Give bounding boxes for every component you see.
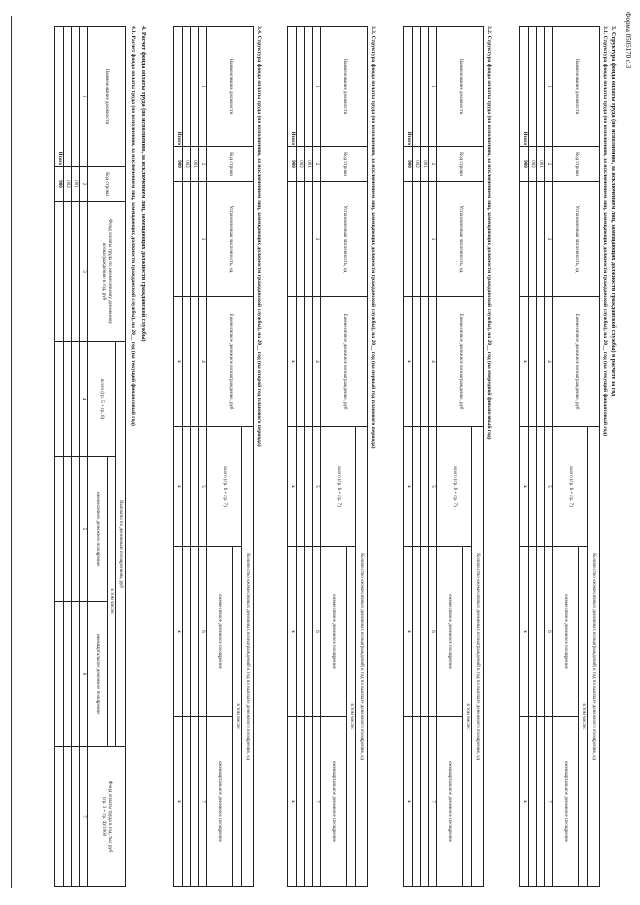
cell-empty [297,717,305,887]
x-mark: x [288,427,297,547]
col-monthly: ежемесячное денежное поощрение [88,457,108,602]
col-code: Код строки [321,147,368,182]
row-code: 002 [297,147,305,182]
cell-empty [305,427,313,547]
col-num: 3 [429,182,437,297]
col-num: 7 [313,717,321,887]
col-num: 2 [199,147,207,182]
cell-empty [421,27,429,147]
table-3-3 [287,26,368,887]
col-monthly: ежемесячное денежное поощрение [553,547,579,717]
cell-empty [529,717,537,887]
cell-empty [413,27,421,147]
total-label: Итого [55,27,64,167]
cell-empty [174,182,183,297]
x-mark: x [404,427,413,547]
col-year-formula: (гр. 3 + гр. 4)/1000 [101,796,107,837]
col-group: Количество ежемесячных денежных вознаграждений в год по выплате денежного поощрения, ед [588,427,600,887]
cell-empty [183,182,191,297]
cell-empty [421,182,429,297]
col-num: 2 [80,167,88,202]
cell-empty [297,427,305,547]
cell-empty [72,202,80,342]
col-monthly: ежемесячное денежное поощрение [207,547,233,717]
col-staff: Установленная численность, ед [437,182,484,297]
col-num: 4 [199,297,207,427]
col-group: Количество ежемесячных денежных вознаграждений в год по выплате денежного поощрения, ед [356,427,368,887]
cell-empty [305,297,313,427]
cell-empty [55,202,64,342]
col-num: 7 [429,717,437,887]
col-num: 4 [80,342,88,457]
section-4-title: 4. Расчет фонда оплаты труда (по исполнению, за исключением лиц, замещающих должности гражданской службы) [140,26,146,342]
col-name: Наименование должности [88,27,126,167]
col-incl: в том числе: [233,547,242,887]
cell-empty [55,457,64,602]
cell-empty [537,717,545,887]
cell-empty [413,547,421,717]
cell-empty [191,27,199,147]
cell-empty [421,427,429,547]
col-quarterly: ежеквартальное денежное поощрение [437,717,463,887]
col-total: всего (гр. 6 + гр. 7) [553,427,588,547]
cell-empty [305,182,313,297]
col-salary: Ежемесячное денежное вознаграждение, руб [207,297,254,427]
col-num: 3 [545,182,553,297]
x-mark: x [520,717,529,887]
col-name: Наименование должности [321,27,368,147]
section-3-2-title: 3.2. Структура фонда оплаты труда (по исполнению, за исключением лиц, замещающих должности гражданской службы), на 20__ год (на очередной финансовый год) [486,26,492,440]
col-group: Количество ежемесячных денежных вознаграждений в год по выплате денежного поощрения, ед [242,427,254,887]
col-total: всего (гр. 5 + гр. 6) [88,342,116,457]
cell-empty [529,297,537,427]
table-4-1 [54,26,126,887]
col-num: 1 [545,27,553,147]
cell-empty [529,27,537,147]
section-3-3-title: 3.3. Структура фонда оплаты труда (по исполнению, за исключением лиц, замещающих должности гражданской службы), на 20__ год (на первый год планового периода) [370,26,376,449]
cell-empty [413,297,421,427]
col-num: 7 [545,717,553,887]
cell-empty [183,427,191,547]
col-num: 3 [199,182,207,297]
cell-empty [64,342,72,457]
total-code: 900 [55,167,64,202]
col-num: 5 [545,427,553,547]
col-incl: в том числе: [463,547,472,887]
col-num: 2 [429,147,437,182]
col-num: 1 [199,27,207,147]
cell-empty [64,602,72,747]
col-num: 6 [199,547,207,717]
section-3-4-title: 3.4. Структура фонда оплаты труда (по исполнению, за исключением лиц, замещающих должности гражданской службы), на 20__ год (на второй год планового периода) [256,26,262,447]
col-quarterly: ежеквартальное денежное поощрение [321,717,347,887]
col-num: 4 [429,297,437,427]
cell-empty [64,747,72,887]
cell-empty [72,342,80,457]
row-code: 002 [529,147,537,182]
col-num: 5 [313,427,321,547]
cell-empty [191,717,199,887]
cell-empty [520,182,529,297]
total-label: Итого [520,27,529,147]
col-code: Код строки [88,167,126,202]
total-label: Итого [174,27,183,147]
col-staff: Установленная численность, ед [207,182,254,297]
cell-empty [183,547,191,717]
cell-empty [64,457,72,602]
row-code: 001 [72,167,80,202]
row-code: 001 [421,147,429,182]
cell-empty [55,747,64,887]
table-3-2 [403,26,484,887]
col-num: 1 [313,27,321,147]
x-mark: x [520,547,529,717]
table-3-1 [519,26,600,887]
x-mark: x [520,297,529,427]
x-mark: x [404,547,413,717]
cell-empty [55,602,64,747]
cell-empty [55,342,64,457]
col-incl: в том числе: [108,457,116,747]
cell-empty [72,747,80,887]
col-num: 2 [313,147,321,182]
col-num: 5 [429,427,437,547]
col-name: Наименование должности [437,27,484,147]
col-num: 4 [313,297,321,427]
cell-empty [183,717,191,887]
total-label: Итого [288,27,297,147]
col-num: 1 [80,27,88,167]
cell-empty [288,182,297,297]
page-edge-line [11,16,12,888]
col-name: Наименование должности [207,27,254,147]
section-3-1-title: 3.1. Структура фонда оплаты труда (по исполнению, за исключением лиц, замещающих должности гражданской службы), на 20__ год (на текущий финансовый год) [602,26,608,436]
cell-empty [537,297,545,427]
cell-empty [529,182,537,297]
cell-empty [421,547,429,717]
row-code: 002 [64,167,72,202]
x-mark: x [174,427,183,547]
row-code: 002 [183,147,191,182]
cell-empty [64,202,72,342]
col-code: Код строки [437,147,484,182]
cell-empty [413,717,421,887]
col-total: всего (гр. 6 + гр. 7) [207,427,242,547]
cell-empty [305,717,313,887]
total-code: 900 [174,147,183,182]
x-mark: x [174,297,183,427]
x-mark: x [404,717,413,887]
total-label: Итого [404,27,413,147]
x-mark: x [520,427,529,547]
cell-empty [305,547,313,717]
col-monthly: ежемесячное денежное поощрение [321,547,347,717]
cell-empty [191,182,199,297]
x-mark: x [288,717,297,887]
section-3-title: 3. Структура фонда оплаты труда (по исполнению, за исключением лиц, замещающих должности гражданской службы) в расчете за год [610,26,616,397]
col-code: Код строки [207,147,254,182]
col-quarterly: ежеквартальное денежное поощрение [207,717,233,887]
cell-empty [413,182,421,297]
cell-empty [529,547,537,717]
cell-empty [305,27,313,147]
col-quarterly: ежеквартальное денежное поощрение [553,717,579,887]
col-quarterly: ежеквартальное денежное поощрение [88,602,108,747]
cell-empty [404,182,413,297]
cell-empty [421,297,429,427]
col-num: 7 [80,747,88,887]
col-num: 5 [199,427,207,547]
cell-empty [72,27,80,167]
row-code: 001 [537,147,545,182]
table-3-4 [173,26,254,887]
x-mark: x [288,547,297,717]
col-num: 7 [199,717,207,887]
col-num: 4 [545,297,553,427]
cell-empty [191,427,199,547]
x-mark: x [288,297,297,427]
cell-empty [537,27,545,147]
row-code: 001 [191,147,199,182]
x-mark: x [174,547,183,717]
col-num: 3 [80,202,88,342]
cell-empty [421,717,429,887]
cell-empty [72,457,80,602]
cell-empty [297,547,305,717]
col-num: 5 [80,457,88,602]
col-incl: в том числе: [347,547,356,887]
col-num: 6 [313,547,321,717]
col-year [88,747,126,887]
x-mark: x [174,717,183,887]
row-code: 001 [305,147,313,182]
col-num: 2 [545,147,553,182]
col-code: Код строки [553,147,600,182]
col-staff: Установленная численность, ед [553,182,600,297]
cell-empty [191,547,199,717]
col-staff: Установленная численность, ед [321,182,368,297]
total-code: 900 [288,147,297,182]
col-num: 6 [429,547,437,717]
cell-empty [64,27,72,167]
cell-empty [537,427,545,547]
cell-empty [413,427,421,547]
row-code: 002 [413,147,421,182]
cell-empty [183,27,191,147]
col-num: 1 [429,27,437,147]
total-code: 900 [404,147,413,182]
col-group: Количество ежемесячных денежных вознаграждений в год по выплате денежного поощрения, ед [472,427,484,887]
col-salary: Ежемесячное денежное вознаграждение, руб [437,297,484,427]
col-total: всего (гр. 6 + гр. 7) [437,427,472,547]
col-name: Наименование должности [553,27,600,147]
cell-empty [529,427,537,547]
section-4-1-title: 4.1. Расчет фонда оплаты труда (по исполнению, за исключением лиц, замещающих должности гражданской службы), на 20__ год (на текущий финансовый год) [130,26,136,426]
x-mark: x [404,297,413,427]
col-year-label: Фонд оплаты труда в год, тыс руб [107,780,113,853]
col-salary: Ежемесячное денежное вознаграждение, руб [553,297,600,427]
total-code: 900 [520,147,529,182]
col-num: 6 [80,602,88,747]
col-num: 6 [545,547,553,717]
col-num: 3 [313,182,321,297]
col-fund: Фонд оплаты труда по ежемесячному денежному вознаграждению в год, руб [88,202,126,342]
cell-empty [72,602,80,747]
col-salary: Ежемесячное денежное вознаграждение, руб [321,297,368,427]
cell-empty [297,297,305,427]
cell-empty [537,182,545,297]
cell-empty [297,182,305,297]
col-incl: в том числе: [579,547,588,887]
col-total: всего (гр. 6 + гр. 7) [321,427,356,547]
col-monthly: ежемесячное денежное поощрение [437,547,463,717]
cell-empty [191,297,199,427]
form-number: Форма 0505170 с.3 [624,12,632,69]
col-payments: Выплаты по денежным поощрениям, руб [116,342,126,747]
cell-empty [183,297,191,427]
cell-empty [537,547,545,717]
cell-empty [297,27,305,147]
